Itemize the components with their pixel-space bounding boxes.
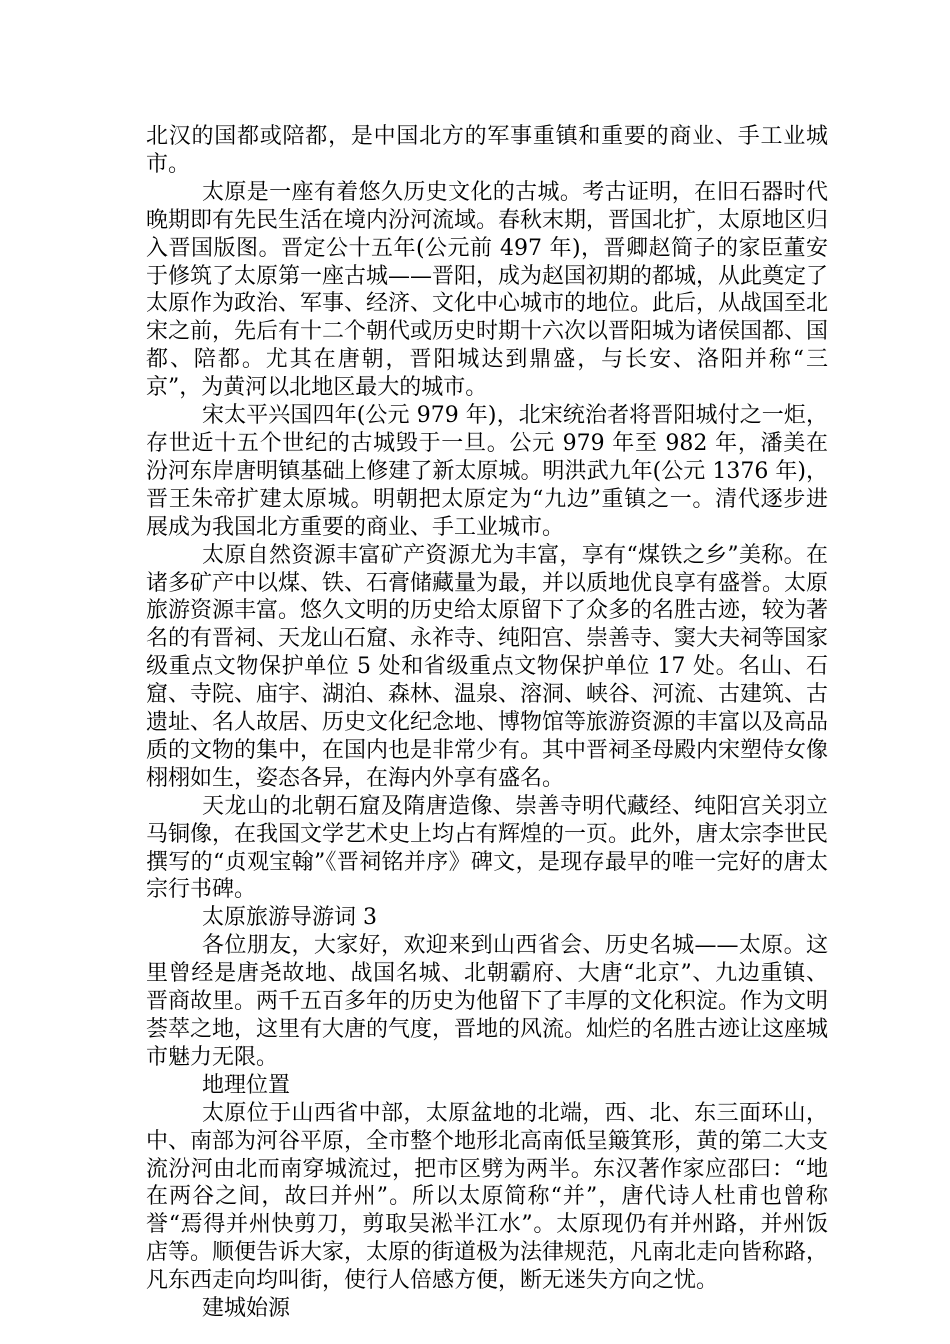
- section-heading-city-origin: 建城始源: [202, 1296, 291, 1322]
- section-heading-geography: 地理位置: [202, 1072, 291, 1098]
- paragraph-ancient-city-history: 太原是一座有着悠久历史文化的古城。考古证明，在旧石器时代晚期即有先民生活在境内汾河流域。春秋末期，晋国北扩，太原地区归入晋国版图。晋定公十五年(公元前 497 年)，晋卿赵简子的家臣董安于修筑了太原第一座古城——晋阳，成为赵国初期的都城，从此奠定了太原作为政治、军事、经济、文化中心城市的地位。此后，从战国至北宋之前，先后有十二个朝代或历史时期十六次以晋阳城为诸侯国都、国都、陪都。尤其在唐朝，晋阳城达到鼎盛，与长安、洛阳并称“三京”，为黄河以北地区最大的城市。: [146, 179, 829, 401]
- paragraph-geography: 太原位于山西省中部，太原盆地的北端，西、北、东三面环山，中、南部为河谷平原，全市整个地形北高南低呈簸箕形，黄的第二大支流汾河由北而南穿城流过，把市区劈为两半。东汉著作家应邵曰：“地在两谷之间，故曰并州”。所以太原简称“并”，唐代诗人杜甫也曾称誉“焉得并州快剪刀，剪取吴淞半江水”。太原现仍有并州路，并州饭店等。顺便告诉大家，太原的街道极为法律规范，凡南北走向皆称路，凡东西走向均叫街，使行人倍感方便，断无迷失方向之忧。: [146, 1100, 829, 1294]
- section-heading-guide-3: 太原旅游导游词 3: [202, 905, 377, 931]
- paragraph-intro-continued: 北汉的国都或陪都，是中国北方的军事重镇和重要的商业、手工业城市。: [146, 124, 828, 177]
- paragraph-welcome: 各位朋友，大家好，欢迎来到山西省会、历史名城——太原。这里曾经是唐尧故地、战国名城、北朝霸府、大唐“北京”、九边重镇、晋商故里。两千五百多年的历史为他留下了丰厚的文化积淀。作为文明荟萃之地，这里有大唐的气度，晋地的风流。灿烂的名胜古迹让这座城市魅力无限。: [146, 933, 829, 1070]
- paragraph-song-dynasty-history: 宋太平兴国四年(公元 979 年)，北宋统治者将晋阳城付之一炬，存世近十五个世纪的古城毁于一旦。公元 979 年至 982 年，潘美在汾河东岸唐明镇基础上修建了新太原城。明洪武九年(公元 1376 年)，晋王朱帝扩建太原城。明朝把太原定为“九边”重镇之一。清代逐步进展成为我国北方重要的商业、手工业城市。: [146, 403, 828, 540]
- document-page: [146, 123, 828, 1323]
- paragraph-cultural-relics: 天龙山的北朝石窟及隋唐造像、崇善寺明代藏经、纯阳宫关羽立马铜像，在我国文学艺术史上均占有辉煌的一页。此外，唐太宗李世民撰写的“贞观宝翰”《晋祠铭并序》碑文，是现存最早的唯一完好的唐太宗行书碑。: [146, 793, 829, 903]
- paragraph-natural-resources: 太原自然资源丰富矿产资源尤为丰富，享有“煤铁之乡”美称。在诸多矿产中以煤、铁、石膏储藏量为最，并以质地优良享有盛誉。太原旅游资源丰富。悠久文明的历史给太原留下了众多的名胜古迹，较为著名的有晋祠、天龙山石窟、永祚寺、纯阳宫、崇善寺、窦大夫祠等国家级重点文物保护单位 5 处和省级重点文物保护单位 17 处。名山、石窟、寺院、庙宇、湖泊、森林、温泉、溶洞、峡谷、河流、古建筑、古遗址、名人故居、历史文化纪念地、博物馆等旅游资源的丰富以及高品质的文物的集中，在国内也是非常少有。其中晋祠圣母殿内宋塑侍女像栩栩如生，姿态各异，在海内外享有盛名。: [146, 542, 829, 791]
